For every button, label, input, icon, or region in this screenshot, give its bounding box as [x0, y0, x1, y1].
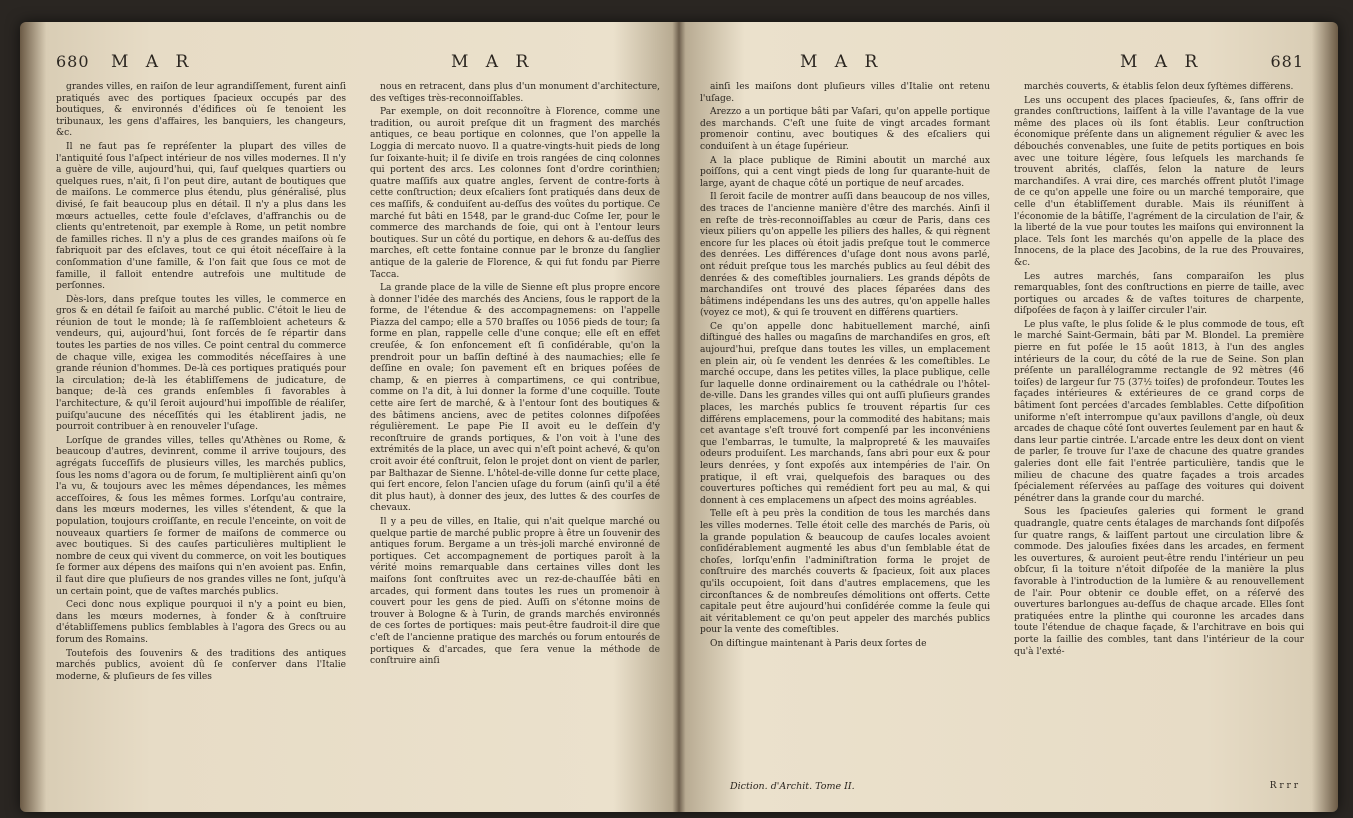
- paragraph: Arezzo a un portique bâti par Vaſari, qu'on appelle portique des marchands. C'eſt une ſuite de vingt arcades formant promenoir continu, avec boutiques & des eſcaliers qui conduiſent à un étage ſupérieur.: [700, 107, 990, 152]
- paragraph: Dès-lors, dans preſque toutes les villes, le commerce en gros & en détail ſe faiſoit au marché public. C'étoit le lieu de réunion de tout le monde; là ſe raſſembloient acheteurs & vendeurs, qui, aujourd'hui, ſont forcés de ſe répartir dans toutes les parties de nos villes. Ce point central du commerce de chaque ville, exigea les commodités néceſſaires à une grande réunion d'hommes. De-là ces portiques pratiqués pour la circulation; de-là les établiſſemens de judicature, de banque; de-là ces grands enſembles ſi favorables à l'architecture, & qu'il ſeroit aujourd'hui impoſſible de réaliſer, puiſqu'aucune des néceſſités qui les établirent jadis, ne pourroit contribuer à en renouveler l'uſage.: [56, 294, 346, 433]
- paragraph: Ce qu'on appelle donc habituellement marché, ainſi diſtingué des halles ou magaſins de marchandiſes en gros, eſt aujourd'hui, preſque dans toutes les villes, un emplacement en plein air, où ſe vendent les denrées & les comeſtibles. Le marché occupe, dans les petites villes, la place publique, celle ſur laquelle donne ordinairement ou la cathédrale ou l'hôtel-de-ville. Dans les grandes villes qui ont auſſi pluſieurs grandes places, les marchés publics ſe trouvent répartis ſur ces différens emplacemens, pour la commodité des habitans; mais cet avantage s'eſt trouvé fort compenſé par les inconvéniens que l'embarras, le tumulte, la malpropreté & les mauvaiſes odeurs produiſent. Les marchands, ſans abri pour eux & pour leurs denrées, y ſont expoſés aux intempéries de l'air. On pratique, il eſt vrai, quelquefois des baraques ou des couvertures poſtiches qui remédient fort peu au mal, & qui donnent à ces emplacemens un aſpect des moins agréables.: [700, 321, 990, 506]
- text-column-2: [1014, 82, 1304, 772]
- paragraph: Il ne faut pas ſe repréſenter la plupart des villes de l'antiquité ſous l'aſpect intérieur de nos villes modernes. Il n'y a guère de ville, aujourd'hui, qui, ſauf quelques quartiers ou quelques rues, n'ait, ſi l'on peut dire, autant de boutiques que de maiſons. Le commerce plus étendu, plus généralisé, plus divisé, ſe fait beaucoup plus en détail. Il n'y a plus dans les mœurs actuelles, cette foule d'eſclaves, d'affranchis ou de clients qu'entretenoit, par exemple à Rome, un petit nombre de familles riches. Il n'y a plus de ces grandes maiſons où ſe fabriquoit par des eſclaves, tout ce qui étoit néceſſaire à la conſommation d'une famille, & l'on fait que ſous ce mot de famille, il falloit entendre autrefois une multitude de perſonnes.: [56, 141, 346, 292]
- paragraph: Sous les ſpacieuſes galeries qui forment le grand quadrangle, quatre cents étalages de marchands ſont diſpoſés ſur quatre rangs, & laiſſent partout une circulation libre & commode. Des jalouſies fixées dans les arcades, en ferment les ouvertures, & auroient peut-être rendu l'intérieur un peu obſcur, ſi la toiture n'étoit diſpoſée de la manière la plus favorable à l'introduction de la lumière & au renouvellement de l'air. Pour obtenir ce double effet, on a réſervé des ouvertures barlongues au-deſſus de chaque arcade. Elles ſont pratiquées entre la plinthe qui couronne les arcades dans toute l'étendue de chaque façade, & l'architrave en bois qui porte la ſaillie des combles, tant dans l'intérieur de la cour qu'à l'exté-: [1014, 507, 1304, 657]
- paragraph: Les autres marchés, ſans comparaiſon les plus remarquables, ſont des conſtructions en pierre de taille, avec portiques ou arcades & de vaſtes toitures de charpente, diſpoſées de façon à y laiſſer circuler l'air.: [1014, 271, 1304, 317]
- running-head-right: M A R: [1120, 52, 1204, 72]
- paragraph: Par exemple, on doit reconnoître à Florence, comme une tradition, ou auroit preſque dit un fragment des marchés antiques, ce beau portique en colonnes, que l'on appelle la Loggia di mercato nuovo. Il a quatre-vingts-huit pieds de long ſur ſoixante-huit; il ſe diviſe en trois rangées de cinq colonnes qui portent des arcs. Les colonnes ſont d'ordre corinthien; quatre maſſifs aux quatre angles, ſervent de contre-forts à cette conſtruction; deux eſcaliers ſont pratiqués dans deux de ces maſſifs, & conduiſent au-deſſus des voûtes du portique. Ce marché fut bâti en 1548, par le grand-duc Coſme Ier, pour le commerce des marchands de ſoie, qui ont à l'entour leurs boutiques. Sur un côté du portique, en dehors & au-deſſus des marches, eſt cette fontaine connue par le bronze du ſanglier antique de la galerie de Florence, & qui fut fondu par Pierre Tacca.: [370, 107, 660, 280]
- text-column-1: [700, 82, 990, 772]
- page-footer: [700, 781, 1304, 792]
- paragraph: marchés couverts, & établis ſelon deux ſyſtèmes différens.: [1024, 82, 1294, 92]
- paragraph: Toutefois des ſouvenirs & des traditions des antiques marchés publics, avoient dû ſe conſerver dans l'Italie moderne, & pluſieurs de ſes villes: [56, 648, 346, 682]
- page-number: 680: [56, 52, 90, 71]
- page-number: 681: [1270, 52, 1304, 71]
- paragraph: grandes villes, en raiſon de leur agrandiſſement, furent ainſi pratiqués avec des portiques ſpacieux occupés par des boutiques, & environnés d'édifices où ſe tenoient les tribunaux, les gens d'affaires, les banquiers, les changeurs, &c.: [56, 82, 346, 139]
- paragraph: ainſi les maiſons dont pluſieurs villes d'Italie ont retenu l'uſage.: [700, 82, 990, 104]
- paragraph: A la place publique de Rimini aboutit un marché aux poiſſons, qui a cent vingt pieds de long ſur quarante-huit de large, ayant de chaque côté un portique de neuf arcades.: [700, 155, 990, 189]
- running-head-right: M A R: [451, 52, 535, 72]
- paragraph: La grande place de la ville de Sienne eſt plus propre encore à donner l'idée des marchés des Anciens, ſous le rapport de la forme, de l'étendue & des accompagnemens: on l'appelle Piazza del campo; elle a 570 braſſes ou 1056 pieds de tour; ſa forme en plan, rappelle celle d'une conque; elle eſt en effet creuſée, & ſon enfoncement eſt ſi conſidérable, qu'on la prendroit pour un baſſin deſtiné à des naumachies; elle ſe deſſine en ovale; ſon pavement eſt en briques poſées de champ, & en pierres à compartimens, ce qui contribue, comme on l'a dit, à lui donner la forme d'une coquille. Toute cette aire ſert de marché, & à l'entour ſont des boutiques & des bâtimens anciens, avec de petites colonnes diſpoſées régulièrement. Le pape Pie II avoit eu le deſſein d'y reconſtruire de grands portiques, & l'on voit à l'une des extrémités de la place, un avec qui n'eſt point achevé, & qu'on croit avoir été conſtruit, ſelon le projet dont on vient de parler, par Balthazar de Sienne. L'hôtel-de-ville donne ſur cette place, qui ſert encore, ſelon l'ancien uſage du forum (ainſi qu'il a été dit plus haut), à donner des jeux, des luttes & des courſes de chevaux.: [370, 283, 660, 514]
- paragraph: Ceci donc nous explique pourquoi il n'y a point eu bien, dans les mœurs modernes, à fonder & à conſtruire d'établiſſemens publics ſemblables à l'agora des Grecs ou au forum des Romains.: [56, 600, 346, 645]
- paragraph: On diſtingue maintenant à Paris deux ſortes de: [710, 638, 927, 649]
- text-column-1: [56, 82, 346, 772]
- right-page: [700, 52, 1304, 792]
- paragraph: Il y a peu de villes, en Italie, qui n'ait quelque marché ou quelque partie de marché public propre à être un ſouvenir des antiques forum. Bergame a un très-joli marché environné de portiques. Cet accompagnement de portiques paroît à la vérité moins remarquable dans certaines villes dont les maiſons ſont conſtruites avec un rez-de-chauſſée bâti en arcades, qui forment dans toutes les rues un promenoir à couvert pour les gens de pied. Auſſi on s'étonne moins de trouver à Bologne & à Turin, de grands marchés environnés de ces ſortes de portiques: mais peut-être faudroit-il dire que c'eſt de l'ancienne pratique des marchés ou forum entourés de portiques & d'arcades, que ſera venue la méthode de conſtruire ainſi: [370, 516, 660, 667]
- running-head-left: M A R: [800, 52, 884, 72]
- page-edges: [20, 32, 32, 802]
- running-head-left: M A R: [111, 52, 195, 72]
- footer-title: Diction. d'Archit. Tome II.: [730, 781, 855, 792]
- paragraph: Le plus vaſte, le plus ſolide & le plus commode de tous, eſt le marché Saint-Germain, bâti par M. Blondel. La première pierre en fut poſée le 15 août 1813, à l'un des angles intérieurs de la cour, du côté de la rue de Seine. Son plan préſente un parallélogramme rectangle de 92 mètres (46 toiſes) de largeur ſur 75 (37½ toiſes) de profondeur. Toutes les façades intérieures & extérieures de ce grand corps de bâtiment ſont percées d'arcades ſemblables. Cette diſpoſition uniforme n'eſt interrompue qu'aux pavillons d'angle, où deux arcades de chaque côté ſont ouvertes ſeulement par en haut & dans leur partie cintrée. L'arcade entre les deux dont on vient de parler, ſe trouve ſur l'axe de chacune des quatre grandes galeries dont elle fait l'entrée particulière, tandis que le milieu de chacune des quatre façades a trois arcades ſpécialement réſervées au paſſage des voitures qui doivent pénétrer dans la grande cour du marché.: [1014, 319, 1304, 504]
- paragraph: Lorſque de grandes villes, telles qu'Athènes ou Rome, & beaucoup d'autres, devinrent, comme il arrive toujours, des agrégats ſucceſſifs de plusieurs villes, les marchés publics, ſous les noms d'agora ou de forum, ſe multiplièrent ainſi qu'on l'a vu, & toujours avec les mêmes dépendances, les mêmes acceſſoires, & ſous les mêmes formes. Lorſqu'au contraire, dans les mœurs modernes, les villes s'étendent, & que la population, toujours croiſſante, en recule l'enceinte, on voit de nouveaux quartiers ſe former de maiſons de commerce ou avec boutiques. Si des cauſes particulières multiplient le nombre de ceux qui vivent du commerce, on voit les boutiques ſe former aux dépens des maiſons qui n'en avoient pas. Enfin, il faut dire que pluſieurs de nos grandes villes ne ſont, juſqu'à un certain point, que de vaſtes marchés publics.: [56, 435, 346, 597]
- paragraph: Il ſeroit facile de montrer auſſi dans beaucoup de nos villes, des traces de l'ancienne manière d'être des marchés. Ainſi il en reſte de très-reconnoiſſables au cœur de Paris, dans ces vieux piliers qu'on appelle les piliers des halles, & qui règnent encore ſur les places où étoit jadis preſque tout le commerce des denrées. Les différences d'uſage dont nous avons parlé, ont réduit preſque tous les marchés publics au ſeul débit des denrées & des comeſtibles journaliers. Les grands dépôts de marchandiſes ont trouvé des places ſéparées dans des bâtimens indépendans les uns des autres, qu'on appelle halles (voyez ce mot), & qui ſe trouvent en différens quartiers.: [700, 192, 990, 319]
- left-page: [56, 52, 660, 792]
- text-column-2: [370, 82, 660, 772]
- paragraph: Les uns occupent des places ſpacieuſes, &, ſans offrir de grandes conſtructions, laiſſent à la ville l'avantage de la vue même des places où ils ſont établis. Leur conſtruction économique préſente dans un alignement régulier & avec les débouchés convenables, une ſuite de petits portiques en bois avec une toiture légère, ſous leſquels les marchands ſe trouvent abrités, claſſés, ſelon la nature de leurs marchandiſes. A vrai dire, ces marchés offrent plutôt l'image de ce qu'on appelle une foire ou un marché temporaire, que celle d'un établiſſement durable. Mais ils réuniſſent à l'économie de la bâtiſſe, l'agrément de la circulation de l'air, & la liberté de la vue pour toutes les maiſons qui environnent la place. Tels ſont les marchés qu'on appelle de la place des Innocens, de la place des Jacobins, de la rue des Prouvaires, &c.: [1014, 95, 1304, 268]
- running-head: [56, 52, 660, 76]
- paragraph: Telle eſt à peu près la condition de tous les marchés dans les villes modernes. Telle étoit celle des marchés de Paris, où la grande population & beaucoup de cauſes locales avoient conſidérablement augmenté les abus d'un ſemblable état de choſes, lorſqu'enfin l'adminiſtration forma le projet de conſtruire des marchés couverts & ſpacieux, ſoit aux places qu'ils occupoient, ſoit dans d'autres emplacemens, que les circonſtances & de nombreuſes démolitions ont offerts. Cette capitale peut être aujourd'hui conſidérée comme la ſeule qui ait véritablement ce qu'on peut appeler des marchés publics pour la vente des comeſtibles.: [700, 509, 990, 636]
- signature-mark: R r r r: [1269, 781, 1298, 791]
- paragraph: nous en retracent, dans plus d'un monument d'architecture, des veſtiges très-reconnoiſſables.: [370, 82, 660, 104]
- open-book: [20, 22, 1338, 812]
- running-head: [700, 52, 1304, 76]
